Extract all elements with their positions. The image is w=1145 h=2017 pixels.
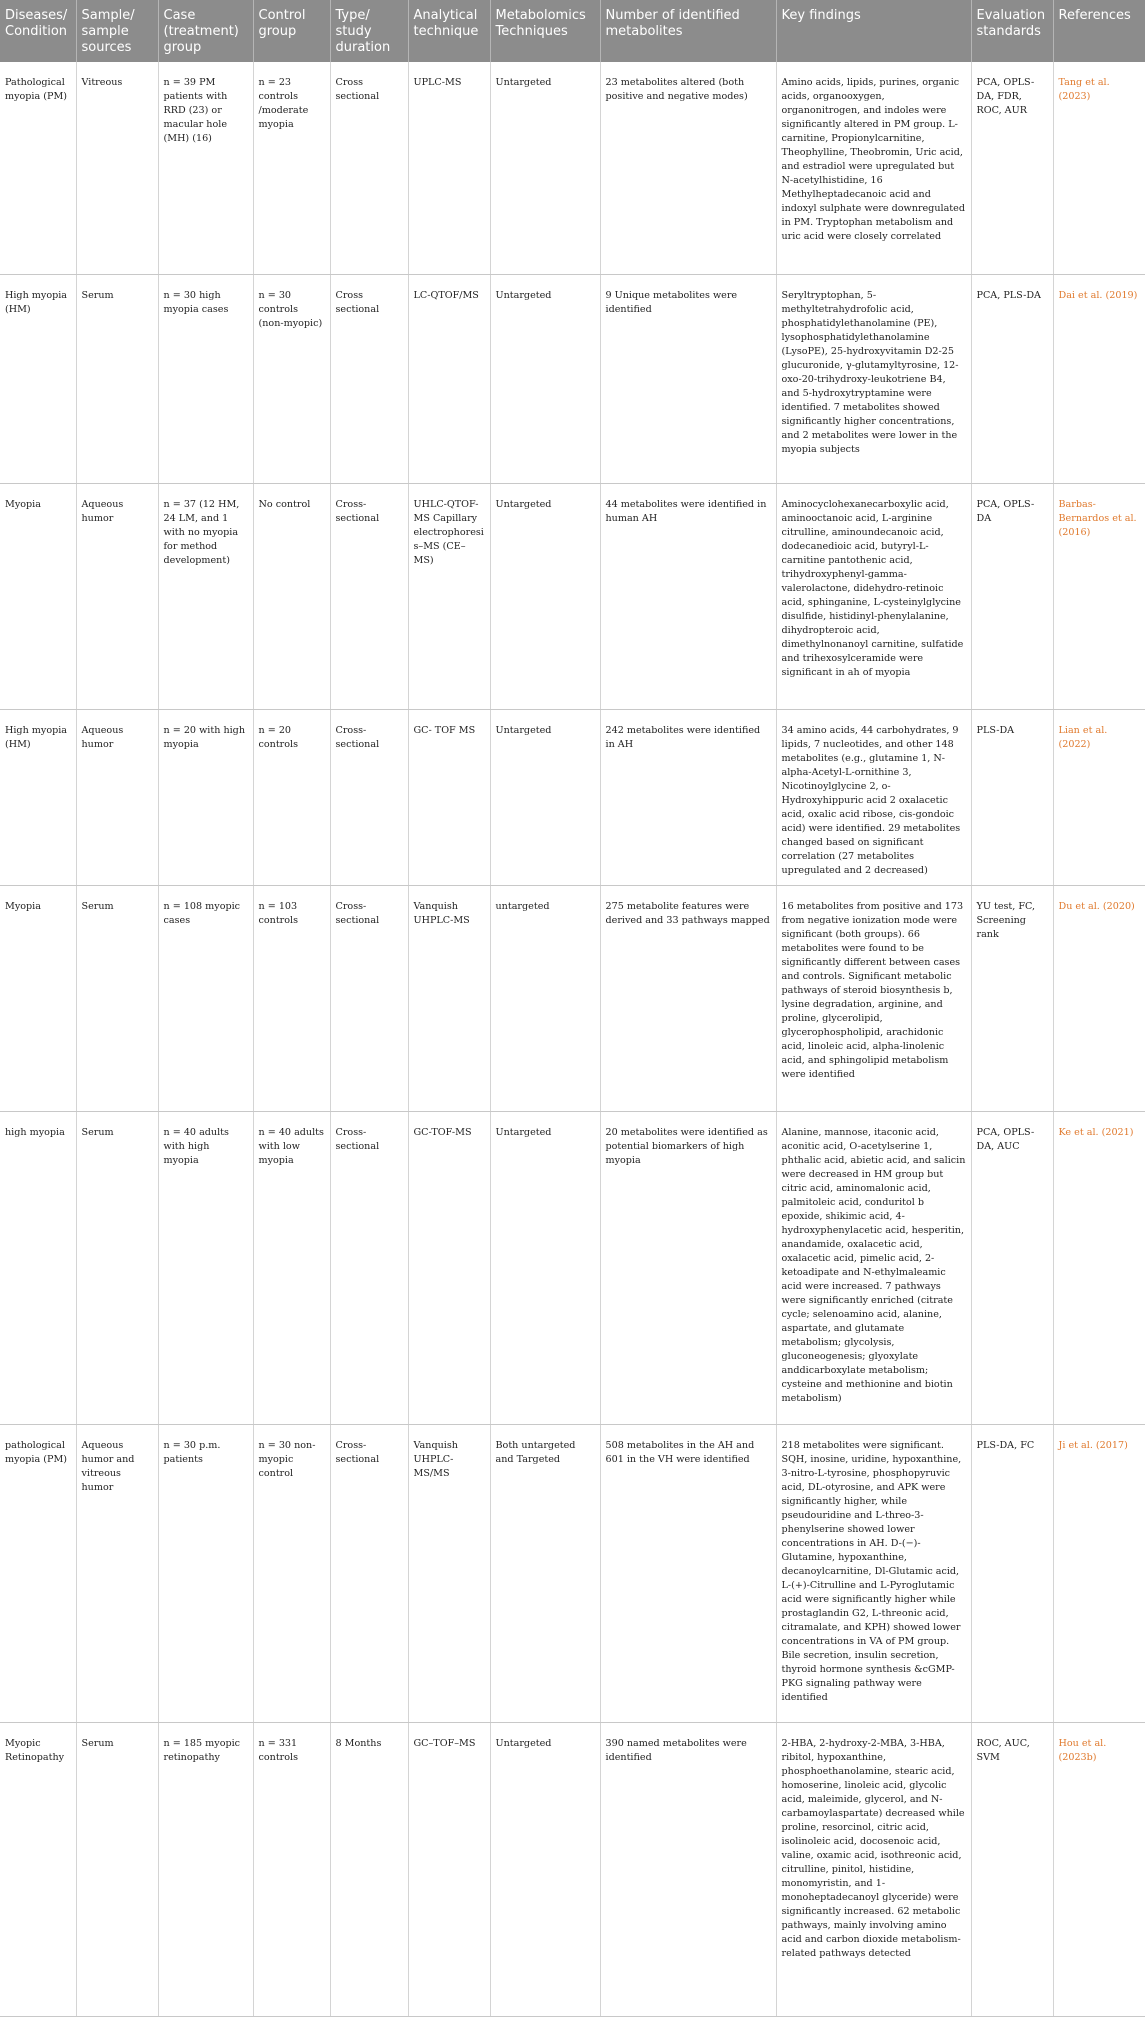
table-row <box>0 885 1145 1111</box>
reference-link[interactable]: Ke et al. (2021) <box>1053 1111 1145 1424</box>
cell-control: n = 103 controls <box>253 885 330 1111</box>
header-references: References <box>1053 0 1145 62</box>
cell-condition: Myopia <box>0 885 76 1111</box>
cell-findings: Seryltryptophan, 5-methyltetrahydrofolic acid, phosphatidylethanolamine (PE), lysophosphatidylethanolamine (LysoPE), 25-hydroxyvitamin D2-25 glucuronide, γ-glutamyltyrosine, 12-oxo-20-trihydroxy-leukotriene B4, and 5-hydroxytryptamine were identified. 7 metabolites showed significantly higher concentrations, and 2 metabolites were lower in the myopia subjects <box>776 274 971 483</box>
cell-evaluation: PLS-DA <box>971 709 1053 885</box>
cell-findings: 34 amino acids, 44 carbohydrates, 9 lipids, 7 nucleotides, and other 148 metabolites (e.g., glutamine 1, N-alpha-Acetyl-L-ornithine 3, Nicotinoylglycine 2, o-Hydroxyhippuric acid 2 oxalacetic acid, oxalic acid ribose, cis-gondoic acid) were identified. 29 metabolites changed based on significant correlation (27 metabolites upregulated and 2 decreased) <box>776 709 971 885</box>
cell-case: n = 37 (12 HM, 24 LM, and 1 with no myopia for method development) <box>158 483 253 709</box>
cell-number: 390 named metabolites were identified <box>600 1722 776 2016</box>
cell-metabolomics: Untargeted <box>490 1722 600 2016</box>
cell-sample: Aqueous humor and vitreous humor <box>76 1424 158 1722</box>
cell-sample: Aqueous humor <box>76 483 158 709</box>
cell-evaluation: ROC, AUC, SVM <box>971 1722 1053 2016</box>
cell-study: Cross-sectional <box>330 885 408 1111</box>
cell-metabolomics: untargeted <box>490 885 600 1111</box>
reference-link[interactable]: Du et al. (2020) <box>1053 885 1145 1111</box>
cell-control: n = 20 controls <box>253 709 330 885</box>
cell-metabolomics: Untargeted <box>490 274 600 483</box>
table-row <box>0 483 1145 709</box>
cell-sample: Serum <box>76 1722 158 2016</box>
cell-evaluation: PLS-DA, FC <box>971 1424 1053 1722</box>
cell-case: n = 39 PM patients with RRD (23) or macular hole (MH) (16) <box>158 62 253 274</box>
cell-evaluation: YU test, FC, Screening rank <box>971 885 1053 1111</box>
cell-condition: Pathological myopia (PM) <box>0 62 76 274</box>
cell-control: n = 40 adults with low myopia <box>253 1111 330 1424</box>
cell-analytical: GC–TOF–MS <box>408 1722 490 2016</box>
cell-metabolomics: Both untargeted and Targeted <box>490 1424 600 1722</box>
cell-number: 508 metabolites in the AH and 601 in the VH were identified <box>600 1424 776 1722</box>
cell-findings: Amino acids, lipids, purines, organic acids, organooxygen, organonitrogen, and indoles were significantly altered in PM group. L- carnitine, Propionylcarnitine, Theophylline, Theobromin, Uric acid, and estradiol were upregulated but N-acetylhistidine, 16 Methylheptadecanoic acid and indoxyl sulphate were downregulated in PM. Tryptophan metabolism and uric acid were closely correlated <box>776 62 971 274</box>
cell-study: Cross-sectional <box>330 1424 408 1722</box>
cell-number: 23 metabolites altered (both positive and negative modes) <box>600 62 776 274</box>
cell-analytical: Vanquish UHPLC-MS <box>408 885 490 1111</box>
header-number-metabolites: Number of identified metabolites <box>600 0 776 62</box>
cell-control: No control <box>253 483 330 709</box>
cell-analytical: GC-TOF-MS <box>408 1111 490 1424</box>
cell-study: Cross sectional <box>330 274 408 483</box>
cell-metabolomics: Untargeted <box>490 62 600 274</box>
cell-condition: Myopia <box>0 483 76 709</box>
cell-case: n = 40 adults with high myopia <box>158 1111 253 1424</box>
cell-condition: high myopia <box>0 1111 76 1424</box>
cell-case: n = 108 myopic cases <box>158 885 253 1111</box>
cell-study: Cross-sectional <box>330 483 408 709</box>
cell-study: Cross-sectional <box>330 709 408 885</box>
cell-condition: Myopic Retinopathy <box>0 1722 76 2016</box>
header-row <box>0 0 1145 62</box>
reference-link[interactable]: Hou et al. (2023b) <box>1053 1722 1145 2016</box>
table-row <box>0 1111 1145 1424</box>
cell-evaluation: PCA, OPLS-DA, AUC <box>971 1111 1053 1424</box>
cell-evaluation: PCA, PLS-DA <box>971 274 1053 483</box>
header-case-group: Case (treatment) group <box>158 0 253 62</box>
cell-findings: 2-HBA, 2-hydroxy-2-MBA, 3-HBA, ribitol, hypoxanthine, phosphoethanolamine, stearic acid, homoserine, linoleic acid, glycolic acid, maleimide, glycerol, and N-carbamoylaspartate) decreased while proline, resorcinol, citric acid, isolinoleic acid, docosenoic acid, valine, oxamic acid, isothreonic acid, citrulline, pinitol, histidine, monomyristin, and 1-monoheptadecanoyl glyceride) were significantly increased. 62 metabolic pathways, mainly involving amino acid and carbon dioxide metabolism-related pathways detected <box>776 1722 971 2016</box>
cell-condition: High myopia (HM) <box>0 274 76 483</box>
header-key-findings: Key findings <box>776 0 971 62</box>
cell-findings: 218 metabolites were significant. SQH, inosine, uridine, hypoxanthine, 3-nitro-L-tyrosine, phosphopyruvic acid, DL-otyrosine, and APK were significantly higher, while pseudouridine and L-threo-3-phenylserine showed lower concentrations in AH. D-(−)-Glutamine, hypoxanthine, decanoylcarnitine, Dl-Glutamic acid, L-(+)-Citrulline and L-Pyroglutamic acid were significantly higher while prostaglandin G2, L-threonic acid, citramalate, and KPH) showed lower concentrations in VA of PM group. Bile secretion, insulin secretion, thyroid hormone synthesis &cGMP-PKG signaling pathway were identified <box>776 1424 971 1722</box>
cell-sample: Serum <box>76 274 158 483</box>
header-analytical-technique: Analytical technique <box>408 0 490 62</box>
header-control-group: Control group <box>253 0 330 62</box>
reference-link[interactable]: Tang et al. (2023) <box>1053 62 1145 274</box>
header-metabolomics-technique: Metabolomics Techniques <box>490 0 600 62</box>
cell-analytical: Vanquish UHPLC-MS/MS <box>408 1424 490 1722</box>
reference-link[interactable]: Lian et al. (2022) <box>1053 709 1145 885</box>
cell-case: n = 30 high myopia cases <box>158 274 253 483</box>
cell-analytical: LC-QTOF/MS <box>408 274 490 483</box>
cell-control: n = 23 controls /moderate myopia <box>253 62 330 274</box>
cell-findings: Aminocyclohexanecarboxylic acid, aminooctanoic acid, L-arginine citrulline, aminoundecanoic acid, dodecanedioic acid, butyryl-L-carnitine pantothenic acid, trihydroxyphenyl-gamma-valerolactone, didehydro-retinoic acid, sphinganine, L-cysteinylglycine disulfide, histidinyl-phenylalanine, dihydropteroic acid, dimethylnonanoyl carnitine, sulfatide and trihexosylceramide were significant in ah of myopia <box>776 483 971 709</box>
table-header <box>0 0 1145 62</box>
cell-analytical: UPLC-MS <box>408 62 490 274</box>
cell-sample: Aqueous humor <box>76 709 158 885</box>
cell-evaluation: PCA, OPLS-DA <box>971 483 1053 709</box>
table-row <box>0 62 1145 274</box>
header-study-type: Type/ study duration <box>330 0 408 62</box>
table-row <box>0 1722 1145 2016</box>
cell-sample: Serum <box>76 885 158 1111</box>
cell-number: 242 metabolites were identified in AH <box>600 709 776 885</box>
cell-number: 9 Unique metabolites were identified <box>600 274 776 483</box>
cell-condition: pathological myopia (PM) <box>0 1424 76 1722</box>
cell-control: n = 331 controls <box>253 1722 330 2016</box>
cell-metabolomics: Untargeted <box>490 1111 600 1424</box>
cell-analytical: UHLC-QTOF-MS Capillary electrophoresis–MS (CE–MS) <box>408 483 490 709</box>
cell-number: 275 metabolite features were derived and 33 pathways mapped <box>600 885 776 1111</box>
table-body <box>0 62 1145 2016</box>
cell-case: n = 20 with high myopia <box>158 709 253 885</box>
table-row <box>0 709 1145 885</box>
table-row <box>0 274 1145 483</box>
cell-study: Cross sectional <box>330 62 408 274</box>
cell-case: n = 30 p.m. patients <box>158 1424 253 1722</box>
cell-sample: Serum <box>76 1111 158 1424</box>
reference-link[interactable]: Ji et al. (2017) <box>1053 1424 1145 1722</box>
cell-sample: Vitreous <box>76 62 158 274</box>
header-condition: Diseases/ Condition <box>0 0 76 62</box>
cell-analytical: GC- TOF MS <box>408 709 490 885</box>
cell-findings: Alanine, mannose, itaconic acid, aconitic acid, O-acetylserine 1, phthalic acid, abietic acid, and salicin were decreased in HM group but citric acid, aminomalonic acid, palmitoleic acid, conduritol b epoxide, shikimic acid, 4-hydroxyphenylacetic acid, hesperitin, anandamide, oxalacetic acid, oxalacetic acid, pimelic acid, 2-ketoadipate and N-ethylmaleamic acid were increased. 7 pathways were significantly enriched (citrate cycle; selenoamino acid, alanine, aspartate, and glutamate metabolism; glycolysis, gluconeogenesis; glyoxylate anddicarboxylate metabolism; cysteine and methionine and biotin metabolism) <box>776 1111 971 1424</box>
cell-evaluation: PCA, OPLS-DA, FDR, ROC, AUR <box>971 62 1053 274</box>
cell-control: n = 30 controls (non-myopic) <box>253 274 330 483</box>
header-evaluation-standards: Evaluation standards <box>971 0 1053 62</box>
cell-number: 44 metabolites were identified in human AH <box>600 483 776 709</box>
cell-study: Cross-sectional <box>330 1111 408 1424</box>
table-row <box>0 1424 1145 1722</box>
cell-condition: High myopia (HM) <box>0 709 76 885</box>
reference-link[interactable]: Barbas-Bernardos et al. (2016) <box>1053 483 1145 709</box>
cell-study: 8 Months <box>330 1722 408 2016</box>
cell-number: 20 metabolites were identified as potential biomarkers of high myopia <box>600 1111 776 1424</box>
cell-metabolomics: Untargeted <box>490 709 600 885</box>
cell-metabolomics: Untargeted <box>490 483 600 709</box>
cell-findings: 16 metabolites from positive and 173 from negative ionization mode were significant (both groups). 66 metabolites were found to be significantly different between cases and controls. Significant metabolic pathways of steroid biosynthesis b, lysine degradation, arginine, and proline, glycerolipid, glycerophospholipid, arachidonic acid, linoleic acid, alpha-linolenic acid, and sphingolipid metabolism were identified <box>776 885 971 1111</box>
reference-link[interactable]: Dai et al. (2019) <box>1053 274 1145 483</box>
header-sample: Sample/ sample sources <box>76 0 158 62</box>
cell-case: n = 185 myopic retinopathy <box>158 1722 253 2016</box>
cell-control: n = 30 non-myopic control <box>253 1424 330 1722</box>
